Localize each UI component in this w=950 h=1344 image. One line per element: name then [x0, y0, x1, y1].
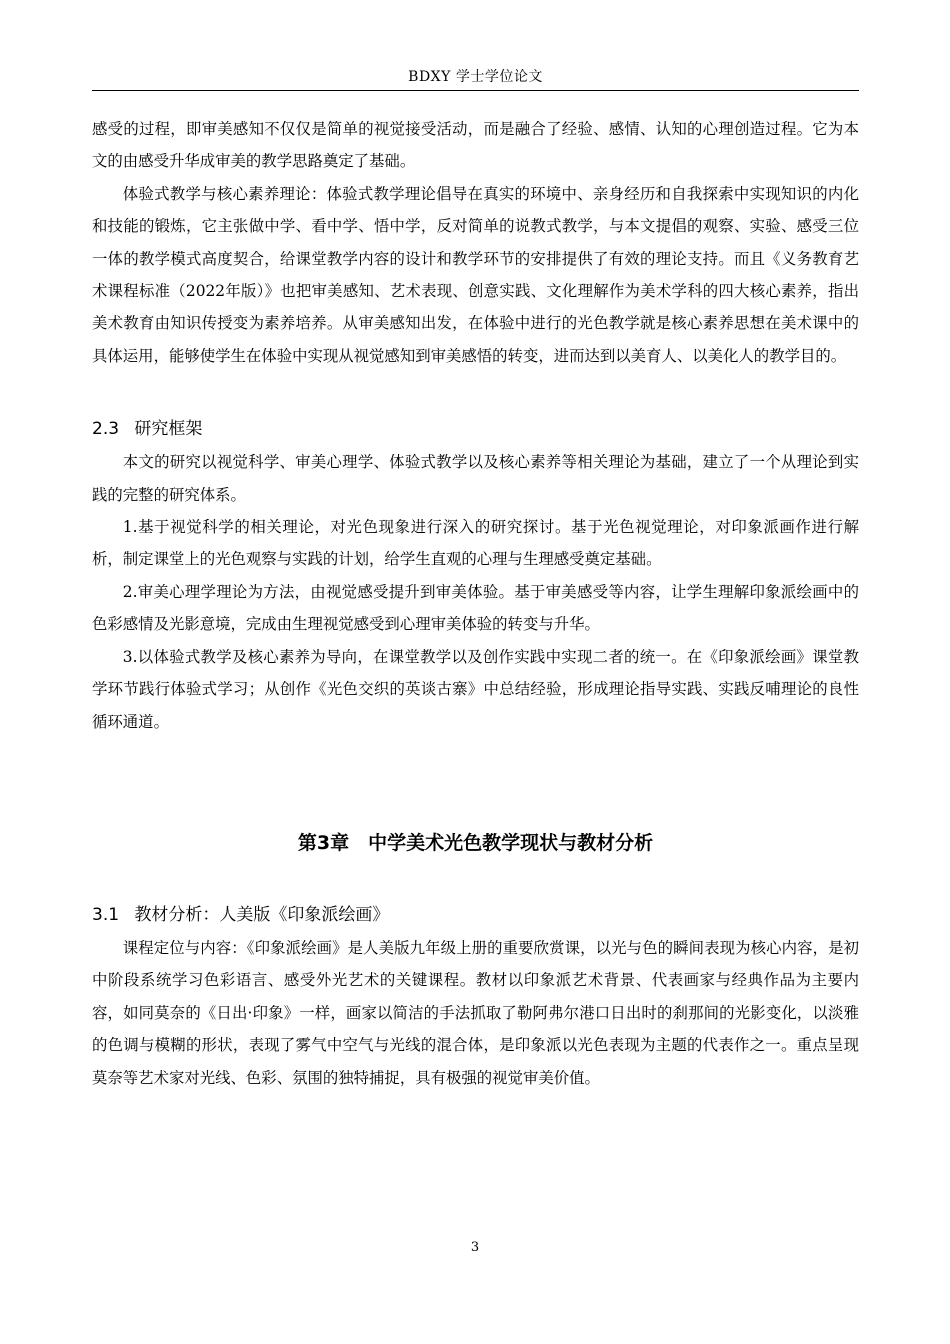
- chapter-title: 第3章 中学美术光色教学现状与教材分析: [297, 831, 654, 854]
- paragraph-framework: 本文的研究以视觉科学、审美心理学、体验式教学以及核心素养等相关理论为基础，建立了一个从理论到实践的完整的研究体系。: [92, 453, 859, 504]
- section-heading-3-1: [92, 899, 859, 931]
- section-title: 研究框架: [134, 419, 203, 440]
- paragraph-experiential-teaching: 体验式教学与核心素养理论：体验式教学理论倡导在真实的环境中、亲身经历和自我探索中实现知识的内化和技能的锻炼，它主张做中学、看中学、悟中学，反对简单的说教式教学，与本文提倡的观察、实验、感受三位一体的教学模式高度契合，给课堂教学内容的设计和教学环节的安排提供了有效的理论支持。而且《义务教育艺术课程标准（2022年版）》也把审美感知、艺术表现、创意实践、文化理解作为美术学科的四大核心素养，指出美术教育由知识传授变为素养培养。从审美感知出发，在体验中进行的光色教学就是核心素养思想在美术课中的具体运用，能够使学生在体验中实现从视觉感知到审美感悟的转变，进而达到以美育人、以美化人的教学目的。: [92, 184, 859, 365]
- paragraph-continuation: 感受的过程，即审美感知不仅仅是简单的视觉接受活动，而是融合了经验、感情、认知的心理创造过程。它为本文的由感受升华成审美的教学思路奠定了基础。: [92, 120, 859, 171]
- section-title: 教材分析：人美版《印象派绘画》: [134, 904, 390, 925]
- page-body: [92, 113, 859, 1094]
- paragraph-textbook-analysis: 课程定位与内容：《印象派绘画》是人美版九年级上册的重要欣赏课，以光与色的瞬间表现为核心内容，是初中阶段系统学习色彩语言、感受外光艺术的关键课程。教材以印象派艺术背景、代表画家与经典作品为主要内容，如同莫奈的《日出·印象》一样，画家以简洁的手法抓取了勒阿弗尔港口日出时的刹那间的光影变化，以淡雅的色调与模糊的形状，表现了雾气中空气与光线的混合体，是印象派以光色表现为主题的代表作之一。重点呈现莫奈等艺术家对光线、色彩、氛围的独特捕捉，具有极强的视觉审美价值。: [92, 938, 859, 1087]
- page-number: 3: [470, 1240, 480, 1255]
- section-number: 2.3: [92, 419, 120, 440]
- header-title: BDXY 学士学位论文: [408, 69, 543, 85]
- list-item-1: 1.基于视觉科学的相关理论，对光色现象进行深入的研究探讨。基于光色视觉理论，对印象派画作进行解析，制定课堂上的光色观察与实践的计划，给学生直观的心理与生理感受奠定基础。: [92, 518, 859, 569]
- section-number: 3.1: [92, 904, 120, 925]
- list-item-3: 3.以体验式教学及核心素养为导向，在课堂教学以及创作实践中实现二者的统一。在《印象派绘画》课堂教学环节践行体验式学习；从创作《光色交织的英谈古寨》中总结经验，形成理论指导实践、实践反哺理论的良性循环通道。: [92, 647, 859, 731]
- page-header: [92, 66, 859, 91]
- list-item-2: 2.审美心理学理论为方法，由视觉感受提升到审美体验。基于审美感受等内容，让学生理解印象派绘画中的色彩感情及光影意境，完成由生理视觉感受到心理审美体验的转变与升华。: [92, 582, 859, 634]
- section-heading-2-3: [92, 413, 859, 445]
